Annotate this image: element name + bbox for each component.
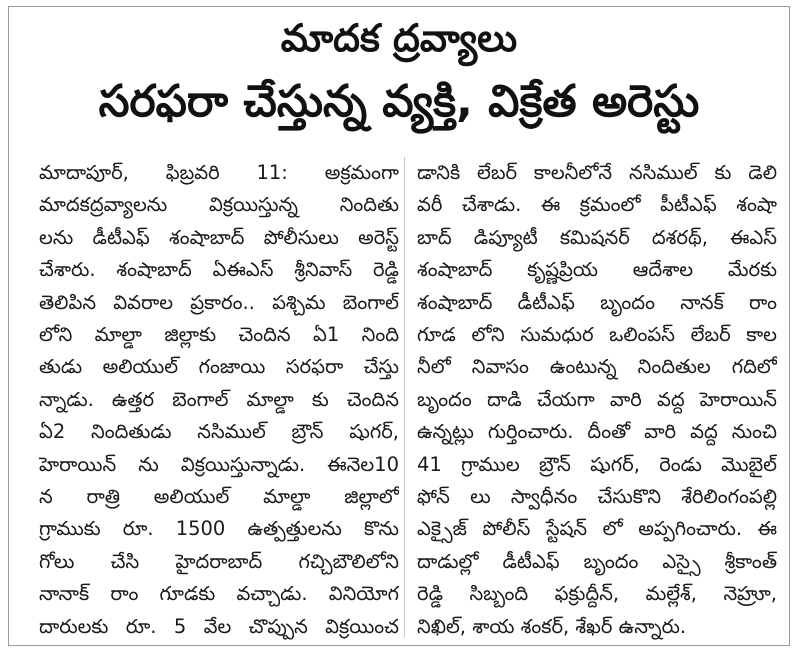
article-line: గోలు చేసి హైదరాబాద్ గచ్చిబౌలిలోని [39,549,399,573]
headline-line-1: మాదక ద్రవ్యాలు [280,16,518,60]
article-line: నీలో నివాసం ఉంటున్న నిందితుల గదిలో [417,355,777,379]
article-line: దారులకు రూ. 5 వేల చొప్పున విక్రయించ [39,614,399,638]
article-line: గ్రాముకు రూ. 1500 ఉత్పత్తులను కొను [39,517,399,541]
article-line: డానికి లేబర్ కాలనీలోనే నసిముల్ కు డెలి [417,161,777,184]
article-line: లోని మాల్డా జిల్లాకు చెందిన ఏ1 నింది [39,323,399,347]
article-line: నానాక్ రాం గూడకు వచ్చాడు. వినియోగ [39,582,399,606]
article-line: నిఖిల్, శాయ శంకర్, శేఖర్ ఉన్నారు. [417,614,687,638]
article-line: 41 గ్రాముల బ్రౌన్ షుగర్, రెండు మొబైల్ [417,452,777,476]
article-line: ఉన్నట్లు గుర్తించారు. దీంతో వారి వద్ద నుంచి [417,420,777,444]
newspaper-clipping [8,6,790,646]
article-line: దాడుల్లో డీటీఎఫ్ బృందం ఎస్సై శ్రీకాంత్ [417,549,777,573]
article-column-left [39,157,399,643]
article-line: తుడు అలియుల్ గంజాయి సరఫరా చేస్తు [39,355,399,379]
article-column-right [417,157,777,643]
article-line: వరీ చేశాడు. ఈ క్రమంలో పీటీఎఫ్ శంషా [417,193,777,217]
article-line: మాదకద్రవ్యాలను విక్రయిస్తున్న నిందితు [39,193,399,217]
article-line: న రాత్రి అలియుల్ మాల్డా జిల్లాలో [39,485,399,509]
article-line: తెలిపిన వివరాల ప్రకారం.. పశ్చిమ బెంగాల్ [39,290,399,314]
article-line: ఎక్సైజ్ పోలీస్ స్టేషన్ లో అప్పగించారు. ఈ [417,517,777,541]
article-line: రెడ్డి సిబ్బంది ఫక్రుద్దీన్, మల్లేశ్, నెహ్రూ, [417,582,777,606]
article-line: శంషాబాద్ డీటీఎఫ్ బృందం నానక్ రాం [417,290,777,314]
article-line: లను డీటీఎఫ్ శంషాబాద్ పోలీసులు అరెస్ట్ [39,225,399,249]
article-line: న్నాడు. ఉత్తర బెంగాల్ మాల్డా కు చెందిన [39,387,399,411]
article-line: చేశారు. శంషాబాద్ ఏఈఎస్ శ్రీనివాస్ రెడ్డి [39,258,399,282]
article-line: మాదాపూర్, ఫిబ్రవరి 11: అక్రమంగా [39,161,399,184]
column-divider [404,157,405,637]
article-line: శంషాబాద్ కృష్ణప్రియ ఆదేశాల మేరకు [417,258,777,282]
article-line: ఫోన్ లు స్వాధీనం చేసుకొని శేరిలింగంపల్లి [417,485,777,509]
article-line: గూడ లోని సుమధుర ఒలింపస్ లేబర్ కాల [417,323,777,347]
article-line: బృందం దాడి చేయగా వారి వద్ద హెరాయిన్ [417,387,777,411]
article-line: బాద్ డిప్యూటీ కమిషనర్ దశరథ్, ఈఎస్ [417,225,777,249]
headline-line-2: సరఫరా చేస్తున్న వ్యక్తి, విక్రేత అరెస్టు [98,76,700,127]
article-line: హెరాయిన్ ను విక్రయిస్తున్నాడు. ఈనెల10 [39,452,399,476]
article-line: ఏ2 నిందితుడు నసిముల్ బ్రౌన్ షుగర్, [39,420,399,444]
